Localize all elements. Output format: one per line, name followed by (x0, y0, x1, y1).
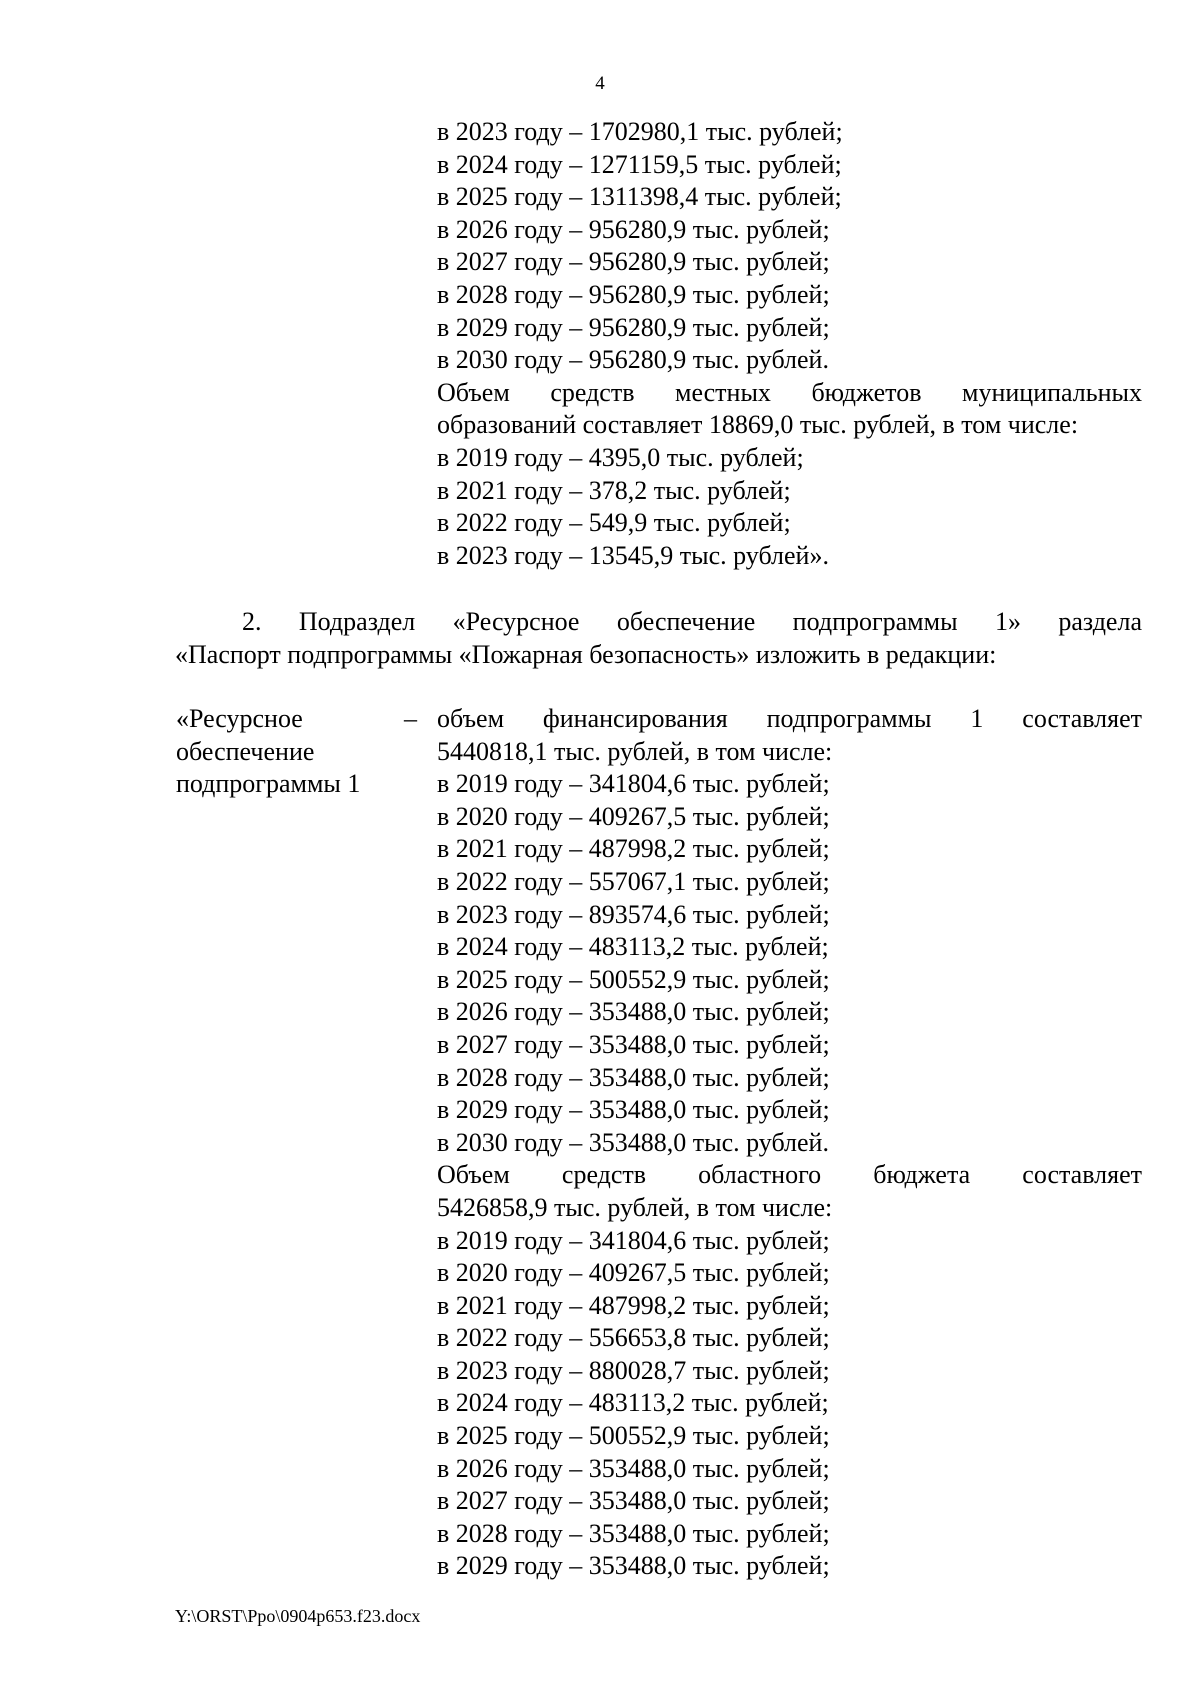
funding-line: в 2022 году – 549,9 тыс. рублей; (437, 508, 791, 538)
funding-line: в 2027 году – 353488,0 тыс. рублей; (437, 1029, 830, 1059)
funding-line: в 2019 году – 4395,0 тыс. рублей; (437, 442, 804, 472)
funding-line: в 2027 году – 353488,0 тыс. рублей; (437, 1486, 830, 1516)
funding-line: в 2026 году – 956280,9 тыс. рублей; (437, 214, 830, 244)
funding-line: в 2025 году – 1311398,4 тыс. рублей; (437, 182, 842, 212)
funding-line: в 2022 году – 556653,8 тыс. рублей; (437, 1323, 830, 1353)
funding-line: в 2028 году – 353488,0 тыс. рублей; (437, 1518, 830, 1548)
funding-line: в 2020 году – 409267,5 тыс. рублей; (437, 801, 830, 831)
passport-row-label (176, 703, 376, 801)
amendment-item-2-line-2: «Паспорт подпрограммы «Пожарная безопасность» изложить в редакции: (175, 639, 997, 669)
file-path-footer: Y:\ORST\Ppo\0904p653.f23.docx (175, 1606, 421, 1626)
funding-line: в 2023 году – 893574,6 тыс. рублей; (437, 899, 830, 929)
page-number: 4 (595, 73, 605, 94)
funding-line: в 2024 году – 483113,2 тыс. рублей; (437, 1388, 829, 1418)
funding-line: в 2030 году – 956280,9 тыс. рублей. (437, 345, 829, 375)
amendment-item-2 (175, 606, 1142, 671)
funding-line: в 2019 году – 341804,6 тыс. рублей; (437, 1225, 830, 1255)
funding-line: в 2027 году – 956280,9 тыс. рублей; (437, 247, 830, 277)
funding-line: в 2021 году – 487998,2 тыс. рублей; (437, 834, 830, 864)
funding-line: в 2024 году – 1271159,5 тыс. рублей; (437, 149, 842, 179)
funding-line: в 2020 году – 409267,5 тыс. рублей; (437, 1258, 830, 1288)
funding-line: в 2023 году – 880028,7 тыс. рублей; (437, 1355, 830, 1385)
passport-label-line: обеспечение (176, 736, 315, 766)
regional-budget-total: 5426858,9 тыс. рублей, в том числе: (437, 1192, 833, 1222)
funding-line: в 2028 году – 956280,9 тыс. рублей; (437, 279, 830, 309)
funding-line: в 2022 году – 557067,1 тыс. рублей; (437, 866, 830, 896)
funding-line: в 2026 году – 353488,0 тыс. рублей; (437, 1453, 830, 1483)
passport-label-line: подпрограммы 1 (176, 769, 361, 799)
local-budget-total: образований составляет 18869,0 тыс. рублей, в том числе: (437, 410, 1079, 440)
subprogram-total-value: 5440818,1 тыс. рублей, в том числе: (437, 736, 833, 766)
passport-label-line: «Ресурсное (176, 704, 303, 733)
regional-budget-heading: Объем средств областного бюджета составляет (437, 1160, 1142, 1190)
funding-line: в 2023 году – 1702980,1 тыс. рублей; (437, 117, 843, 146)
passport-row-body (437, 703, 1142, 1583)
funding-line: в 2024 году – 483113,2 тыс. рублей; (437, 932, 829, 962)
funding-line: в 2025 году – 500552,9 тыс. рублей; (437, 1421, 830, 1451)
funding-continuation-block (437, 116, 1142, 572)
funding-line: в 2029 году – 353488,0 тыс. рублей; (437, 1551, 830, 1581)
funding-line: в 2021 году – 487998,2 тыс. рублей; (437, 1290, 830, 1320)
passport-dash: – (404, 704, 417, 733)
amendment-item-2-line-1: 2. Подраздел «Ресурсное обеспечение подпрограммы 1» раздела (242, 607, 1142, 636)
funding-line: в 2026 году – 353488,0 тыс. рублей; (437, 997, 830, 1027)
funding-line: в 2028 году – 353488,0 тыс. рублей; (437, 1062, 830, 1092)
funding-line: в 2025 году – 500552,9 тыс. рублей; (437, 964, 830, 994)
funding-line: в 2029 году – 956280,9 тыс. рублей; (437, 312, 830, 342)
funding-line: в 2030 году – 353488,0 тыс. рублей. (437, 1127, 829, 1157)
funding-line: в 2021 году – 378,2 тыс. рублей; (437, 475, 791, 505)
subprogram-total-heading: объем финансирования подпрограммы 1 составляет (437, 704, 1142, 733)
local-budget-heading: Объем средств местных бюджетов муниципальных (437, 377, 1142, 407)
funding-line: в 2019 году – 341804,6 тыс. рублей; (437, 769, 830, 799)
funding-line: в 2029 году – 353488,0 тыс. рублей; (437, 1095, 830, 1125)
funding-line: в 2023 году – 13545,9 тыс. рублей». (437, 540, 829, 570)
